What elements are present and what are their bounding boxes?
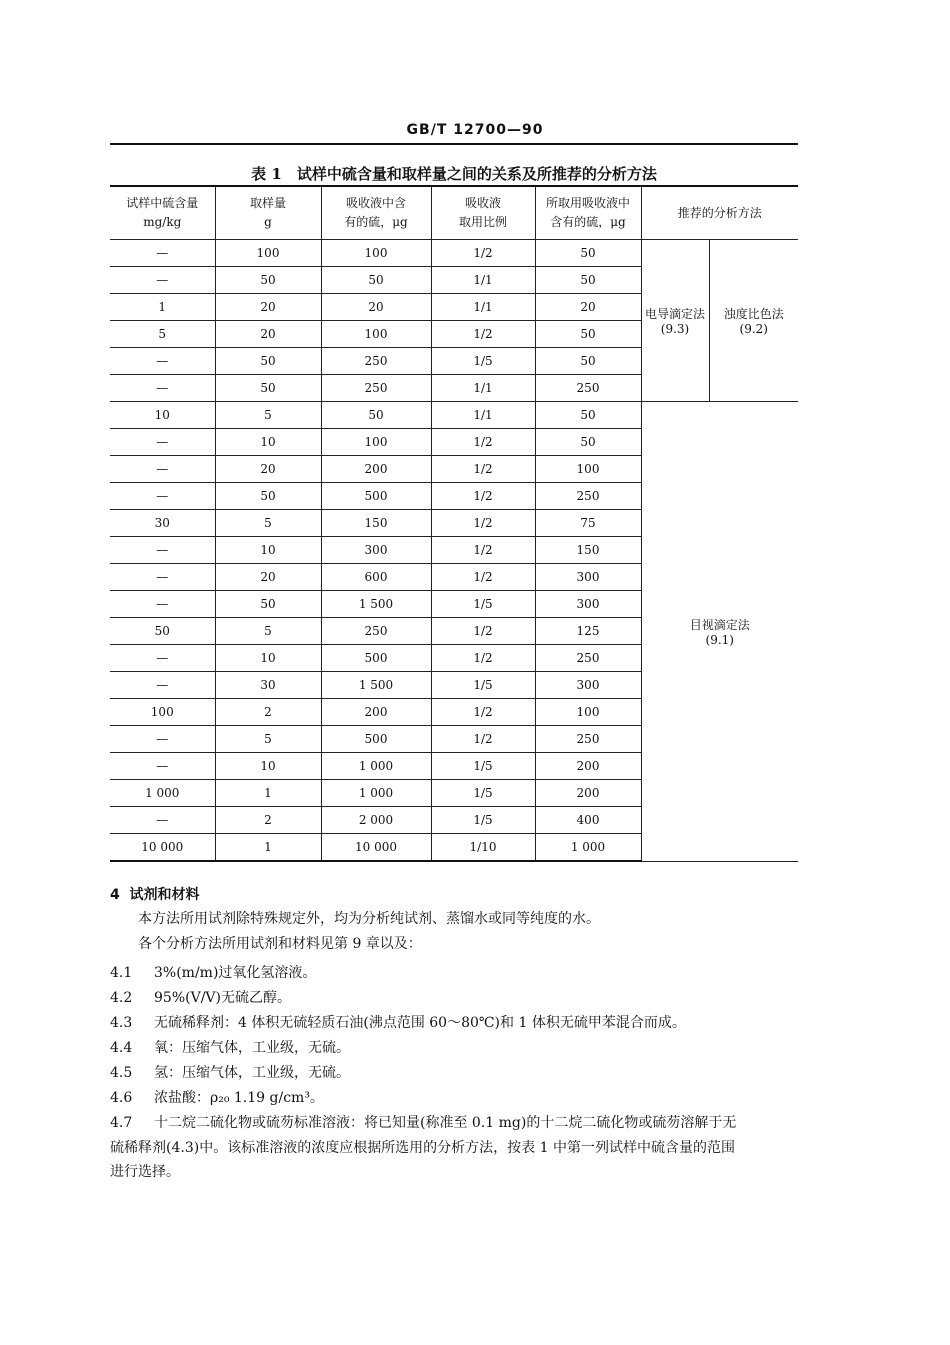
aliquot-ratio-cell: 1/2 bbox=[431, 510, 535, 537]
sulfur-table bbox=[110, 185, 798, 862]
absorbed-sulfur-cell: 300 bbox=[321, 537, 431, 564]
aliquot-ratio-cell: 1/2 bbox=[431, 726, 535, 753]
aliquot-sulfur-cell: 200 bbox=[535, 780, 641, 807]
absorbed-sulfur-cell: 600 bbox=[321, 564, 431, 591]
aliquot-sulfur-cell: 100 bbox=[535, 699, 641, 726]
aliquot-ratio-cell: 1/2 bbox=[431, 483, 535, 510]
aliquot-ratio-cell: 1/2 bbox=[431, 429, 535, 456]
section-title: 试剂和材料 bbox=[129, 887, 200, 903]
absorbed-sulfur-cell: 50 bbox=[321, 267, 431, 294]
absorbed-sulfur-cell: 200 bbox=[321, 456, 431, 483]
sample-mass-cell: 50 bbox=[215, 591, 321, 618]
sulfur-content-cell: — bbox=[110, 753, 215, 780]
header-method: 推荐的分析方法 bbox=[641, 186, 798, 240]
header-absorbed-sulfur: 吸收液中含 有的硫，μg bbox=[321, 186, 431, 240]
sulfur-content-cell: — bbox=[110, 429, 215, 456]
sample-mass-cell: 10 bbox=[215, 429, 321, 456]
aliquot-ratio-cell: 1/1 bbox=[431, 294, 535, 321]
aliquot-sulfur-cell: 75 bbox=[535, 510, 641, 537]
absorbed-sulfur-cell: 1 000 bbox=[321, 780, 431, 807]
sample-mass-cell: 10 bbox=[215, 537, 321, 564]
section-4-heading bbox=[110, 884, 810, 904]
absorbed-sulfur-cell: 250 bbox=[321, 375, 431, 402]
sulfur-content-cell: 10 bbox=[110, 402, 215, 429]
header-sulfur-content: 试样中硫含量 mg/kg bbox=[110, 186, 215, 240]
sulfur-content-cell: — bbox=[110, 240, 215, 267]
sample-mass-cell: 10 bbox=[215, 645, 321, 672]
sulfur-content-cell: — bbox=[110, 645, 215, 672]
paragraph-1: 本方法所用试剂除特殊规定外，均为分析纯试剂、蒸馏水或同等纯度的水。 bbox=[138, 911, 600, 927]
item-text: 十二烷二硫化物或硫芴标准溶液：将已知量(称准至 0.1 mg)的十二烷二硫化物或硫芴溶解于无 bbox=[154, 1115, 737, 1131]
header-aliquot-ratio: 吸收液 取用比例 bbox=[431, 186, 535, 240]
aliquot-sulfur-cell: 50 bbox=[535, 321, 641, 348]
sample-mass-cell: 30 bbox=[215, 672, 321, 699]
sulfur-content-cell: — bbox=[110, 375, 215, 402]
sample-mass-cell: 1 bbox=[215, 834, 321, 862]
sulfur-content-cell: 5 bbox=[110, 321, 215, 348]
aliquot-ratio-cell: 1/5 bbox=[431, 780, 535, 807]
aliquot-sulfur-cell: 150 bbox=[535, 537, 641, 564]
item-text: 氢：压缩气体，工业级，无硫。 bbox=[154, 1065, 350, 1081]
absorbed-sulfur-cell: 1 000 bbox=[321, 753, 431, 780]
aliquot-ratio-cell: 1/1 bbox=[431, 402, 535, 429]
item-number: 4.3 bbox=[110, 1015, 133, 1031]
absorbed-sulfur-cell: 100 bbox=[321, 240, 431, 267]
sample-mass-cell: 50 bbox=[215, 375, 321, 402]
method-visual-titration: 目视滴定法 (9.1) bbox=[641, 402, 798, 862]
sulfur-content-cell: — bbox=[110, 537, 215, 564]
aliquot-ratio-cell: 1/1 bbox=[431, 267, 535, 294]
sample-mass-cell: 5 bbox=[215, 402, 321, 429]
method-conductometric: 电导滴定法 (9.3) bbox=[641, 240, 709, 402]
sample-mass-cell: 2 bbox=[215, 699, 321, 726]
absorbed-sulfur-cell: 100 bbox=[321, 321, 431, 348]
absorbed-sulfur-cell: 100 bbox=[321, 429, 431, 456]
sample-mass-cell: 100 bbox=[215, 240, 321, 267]
item-4-7-continuation-1: 硫稀释剂(4.3)中。该标准溶液的浓度应根据所选用的分析方法，按表 1 中第一列试样中硫含量的范围 bbox=[110, 1140, 735, 1156]
aliquot-sulfur-cell: 250 bbox=[535, 645, 641, 672]
aliquot-ratio-cell: 1/2 bbox=[431, 321, 535, 348]
item-number: 4.7 bbox=[110, 1115, 133, 1131]
aliquot-ratio-cell: 1/5 bbox=[431, 591, 535, 618]
aliquot-sulfur-cell: 300 bbox=[535, 591, 641, 618]
sulfur-content-cell: — bbox=[110, 726, 215, 753]
aliquot-ratio-cell: 1/1 bbox=[431, 375, 535, 402]
absorbed-sulfur-cell: 1 500 bbox=[321, 591, 431, 618]
item-text: 95%(V/V)无硫乙醇。 bbox=[154, 990, 291, 1006]
item-number: 4.1 bbox=[110, 965, 133, 981]
item-number: 4.4 bbox=[110, 1040, 133, 1056]
sample-mass-cell: 5 bbox=[215, 618, 321, 645]
sulfur-content-cell: — bbox=[110, 564, 215, 591]
aliquot-sulfur-cell: 300 bbox=[535, 564, 641, 591]
item-4-1 bbox=[110, 963, 810, 983]
item-text: 浓盐酸：ρ₂₀ 1.19 g/cm³。 bbox=[154, 1090, 324, 1106]
absorbed-sulfur-cell: 500 bbox=[321, 483, 431, 510]
absorbed-sulfur-cell: 250 bbox=[321, 618, 431, 645]
absorbed-sulfur-cell: 1 500 bbox=[321, 672, 431, 699]
item-4-5 bbox=[110, 1063, 810, 1083]
sample-mass-cell: 5 bbox=[215, 726, 321, 753]
aliquot-sulfur-cell: 50 bbox=[535, 402, 641, 429]
sulfur-content-cell: — bbox=[110, 591, 215, 618]
aliquot-ratio-cell: 1/2 bbox=[431, 645, 535, 672]
aliquot-ratio-cell: 1/2 bbox=[431, 618, 535, 645]
absorbed-sulfur-cell: 500 bbox=[321, 726, 431, 753]
sample-mass-cell: 20 bbox=[215, 456, 321, 483]
aliquot-sulfur-cell: 125 bbox=[535, 618, 641, 645]
aliquot-sulfur-cell: 50 bbox=[535, 429, 641, 456]
sulfur-content-cell: 10 000 bbox=[110, 834, 215, 862]
document-code: GB/T 12700—90 bbox=[406, 122, 544, 138]
sample-mass-cell: 20 bbox=[215, 321, 321, 348]
aliquot-ratio-cell: 1/5 bbox=[431, 672, 535, 699]
aliquot-sulfur-cell: 1 000 bbox=[535, 834, 641, 862]
sulfur-content-cell: — bbox=[110, 807, 215, 834]
aliquot-ratio-cell: 1/2 bbox=[431, 537, 535, 564]
sulfur-content-cell: 100 bbox=[110, 699, 215, 726]
absorbed-sulfur-cell: 500 bbox=[321, 645, 431, 672]
sulfur-content-cell: 1 bbox=[110, 294, 215, 321]
aliquot-sulfur-cell: 300 bbox=[535, 672, 641, 699]
item-4-4 bbox=[110, 1038, 810, 1058]
aliquot-ratio-cell: 1/10 bbox=[431, 834, 535, 862]
item-4-6 bbox=[110, 1088, 810, 1108]
item-text: 无硫稀释剂：4 体积无硫轻质石油(沸点范围 60～80℃)和 1 体积无硫甲苯混合而成。 bbox=[154, 1015, 686, 1031]
sulfur-content-cell: — bbox=[110, 456, 215, 483]
absorbed-sulfur-cell: 2 000 bbox=[321, 807, 431, 834]
aliquot-ratio-cell: 1/5 bbox=[431, 348, 535, 375]
sulfur-content-cell: 1 000 bbox=[110, 780, 215, 807]
item-text: 3%(m/m)过氧化氢溶液。 bbox=[154, 965, 317, 981]
header-rule bbox=[110, 143, 798, 145]
aliquot-ratio-cell: 1/2 bbox=[431, 564, 535, 591]
sample-mass-cell: 20 bbox=[215, 564, 321, 591]
aliquot-ratio-cell: 1/2 bbox=[431, 456, 535, 483]
paragraph-2: 各个分析方法所用试剂和材料见第 9 章以及： bbox=[138, 936, 422, 952]
section-number: 4 bbox=[110, 887, 120, 903]
sample-mass-cell: 1 bbox=[215, 780, 321, 807]
aliquot-sulfur-cell: 100 bbox=[535, 456, 641, 483]
sulfur-content-cell: — bbox=[110, 672, 215, 699]
aliquot-ratio-cell: 1/2 bbox=[431, 240, 535, 267]
aliquot-sulfur-cell: 50 bbox=[535, 240, 641, 267]
item-text: 氧：压缩气体，工业级，无硫。 bbox=[154, 1040, 350, 1056]
table-title: 表 1 试样中硫含量和取样量之间的关系及所推荐的分析方法 bbox=[251, 165, 657, 183]
header-sample-mass: 取样量 g bbox=[215, 186, 321, 240]
aliquot-sulfur-cell: 250 bbox=[535, 726, 641, 753]
sample-mass-cell: 50 bbox=[215, 267, 321, 294]
aliquot-ratio-cell: 1/5 bbox=[431, 753, 535, 780]
absorbed-sulfur-cell: 150 bbox=[321, 510, 431, 537]
sample-mass-cell: 5 bbox=[215, 510, 321, 537]
item-4-3 bbox=[110, 1013, 810, 1033]
table-header-row bbox=[110, 186, 798, 240]
item-4-7 bbox=[110, 1113, 810, 1133]
aliquot-ratio-cell: 1/5 bbox=[431, 807, 535, 834]
aliquot-sulfur-cell: 20 bbox=[535, 294, 641, 321]
item-number: 4.2 bbox=[110, 990, 133, 1006]
sample-mass-cell: 10 bbox=[215, 753, 321, 780]
aliquot-sulfur-cell: 250 bbox=[535, 483, 641, 510]
item-number: 4.5 bbox=[110, 1065, 133, 1081]
sulfur-content-cell: — bbox=[110, 267, 215, 294]
table-row bbox=[110, 402, 798, 429]
aliquot-sulfur-cell: 50 bbox=[535, 348, 641, 375]
header-aliquot-sulfur: 所取用吸收液中 含有的硫，μg bbox=[535, 186, 641, 240]
absorbed-sulfur-cell: 50 bbox=[321, 402, 431, 429]
table-row bbox=[110, 240, 798, 267]
aliquot-sulfur-cell: 50 bbox=[535, 267, 641, 294]
absorbed-sulfur-cell: 200 bbox=[321, 699, 431, 726]
aliquot-sulfur-cell: 200 bbox=[535, 753, 641, 780]
aliquot-ratio-cell: 1/2 bbox=[431, 699, 535, 726]
item-number: 4.6 bbox=[110, 1090, 133, 1106]
aliquot-sulfur-cell: 400 bbox=[535, 807, 641, 834]
absorbed-sulfur-cell: 10 000 bbox=[321, 834, 431, 862]
item-4-7-continuation-2: 进行选择。 bbox=[110, 1164, 180, 1180]
sample-mass-cell: 50 bbox=[215, 483, 321, 510]
absorbed-sulfur-cell: 250 bbox=[321, 348, 431, 375]
sulfur-content-cell: 30 bbox=[110, 510, 215, 537]
sulfur-content-cell: 50 bbox=[110, 618, 215, 645]
sulfur-content-cell: — bbox=[110, 348, 215, 375]
sample-mass-cell: 20 bbox=[215, 294, 321, 321]
item-4-2 bbox=[110, 988, 810, 1008]
method-turbidimetric: 浊度比色法 (9.2) bbox=[709, 240, 798, 402]
absorbed-sulfur-cell: 20 bbox=[321, 294, 431, 321]
sample-mass-cell: 50 bbox=[215, 348, 321, 375]
aliquot-sulfur-cell: 250 bbox=[535, 375, 641, 402]
sample-mass-cell: 2 bbox=[215, 807, 321, 834]
sulfur-content-cell: — bbox=[110, 483, 215, 510]
